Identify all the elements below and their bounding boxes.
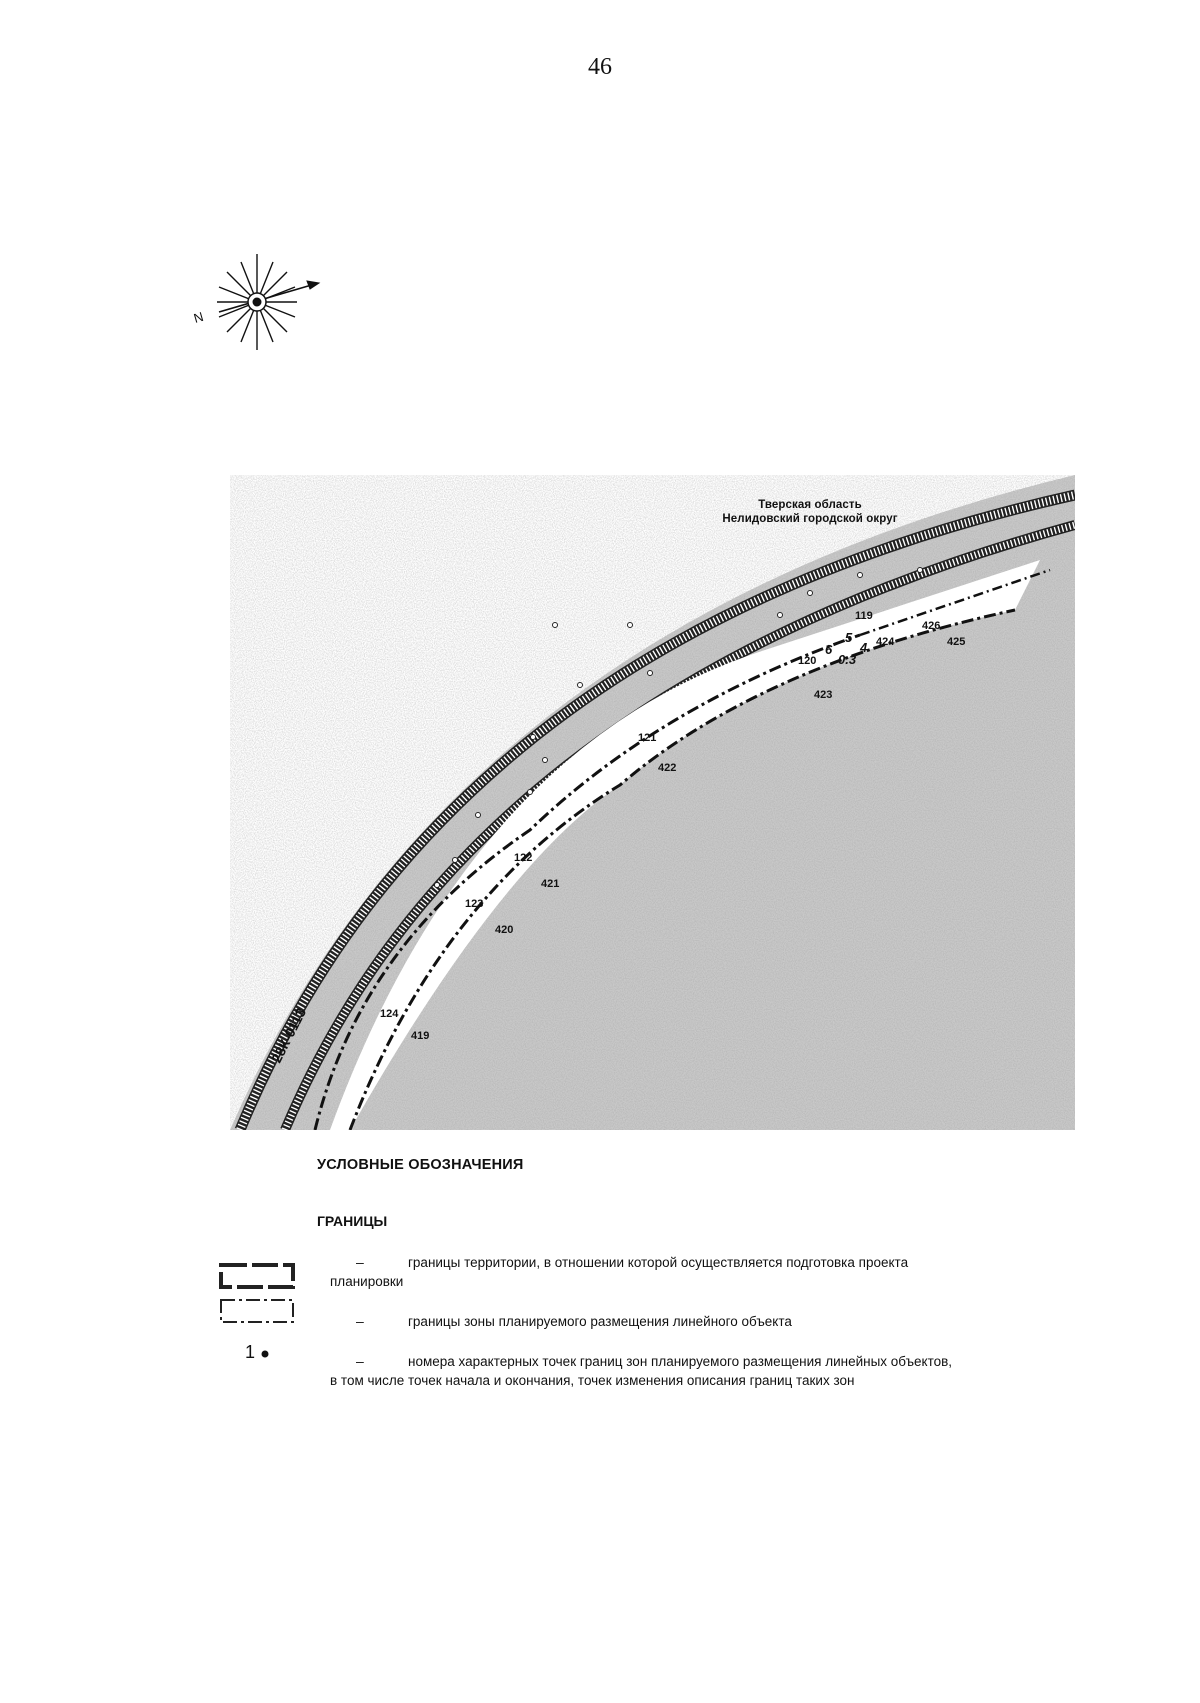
point-label: 426	[922, 620, 941, 632]
point-label: 421	[541, 878, 560, 890]
legend-dash: –	[356, 1353, 364, 1369]
compass-rose-icon	[180, 250, 330, 360]
point-label: 0.3	[838, 652, 857, 667]
legend-item-zone-line1: границы зоны планируемого размещения линейного объекта	[408, 1314, 792, 1329]
point-label: 121	[638, 732, 657, 744]
point-label: 420	[495, 924, 514, 936]
point-label: 123	[465, 898, 484, 910]
point-label: 120	[798, 655, 817, 667]
plan-map	[200, 475, 1075, 1130]
legend-item-points-line2: в том числе точек начала и окончания, точек изменения описания границ таких зон	[330, 1373, 855, 1388]
legend-item-points-line1: номера характерных точек границ зон планируемого размещения линейных объектов,	[408, 1354, 953, 1369]
point-number-example: 1	[245, 1342, 256, 1362]
region-name: Тверская область	[758, 499, 862, 511]
point-label: 6	[825, 642, 833, 657]
point-label: 425	[947, 636, 966, 648]
point-label: 5	[845, 630, 853, 645]
point-label: 4	[860, 640, 868, 655]
territory-boundary-symbol	[218, 1260, 300, 1328]
legend-dash: –	[356, 1254, 364, 1270]
legend-section-title: ГРАНИЦЫ	[317, 1213, 388, 1229]
point-label: 419	[411, 1030, 430, 1042]
point-label: 122	[514, 852, 533, 864]
district-name: Нелидовский городской округ	[722, 513, 898, 525]
point-label: 422	[658, 762, 677, 774]
point-label: 424	[876, 636, 895, 648]
legend-item-territory-line2: планировки	[330, 1274, 404, 1289]
legend-title: УСЛОВНЫЕ ОБОЗНАЧЕНИЯ	[317, 1157, 524, 1173]
legend-item-territory-line1: границы территории, в отношении которой осуществляется подготовка проекта	[408, 1255, 909, 1270]
page-number: 46	[588, 54, 612, 80]
point-label: 124	[380, 1008, 399, 1020]
north-letter: N	[191, 308, 206, 326]
point-label: 423	[814, 689, 833, 701]
point-label: 119	[855, 610, 873, 622]
legend-dash: –	[356, 1313, 364, 1329]
road-label: 28К-0113	[268, 1005, 310, 1066]
point-number-symbol	[243, 1340, 283, 1364]
